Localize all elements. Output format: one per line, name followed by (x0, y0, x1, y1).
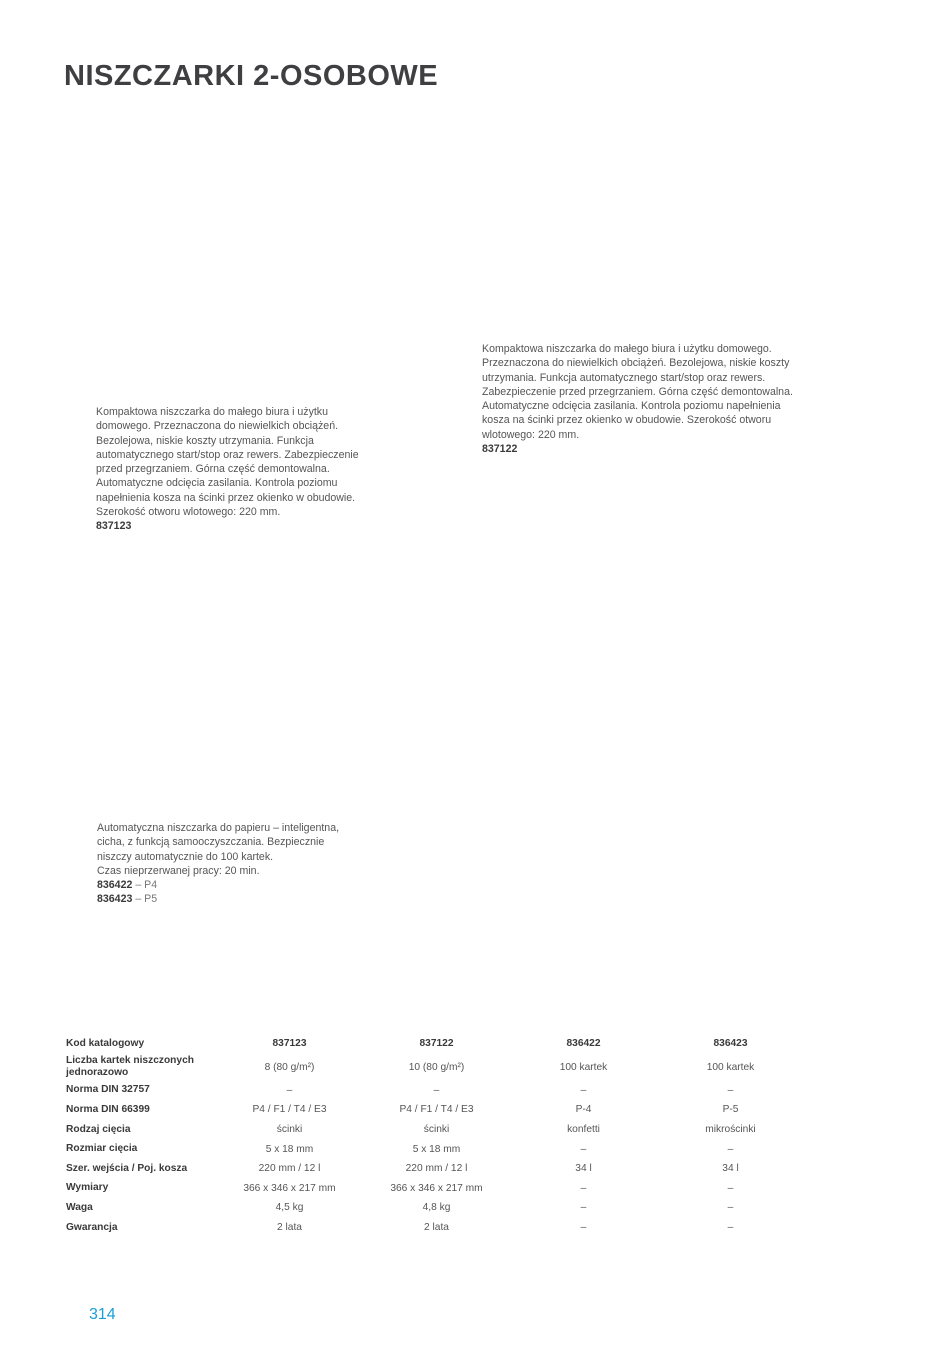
column-header: 836422 (566, 1038, 601, 1050)
variant-line (97, 878, 367, 892)
table-row (66, 1120, 804, 1140)
row-label: Szer. wejścia / Poj. kosza (66, 1162, 188, 1174)
table-cell: 2 lata (424, 1222, 449, 1234)
description-line: Automatyczna niszczarka do papieru – inteligentna, (97, 822, 340, 834)
table-cell: ścinki (276, 1124, 303, 1136)
row-label: Wymiary (66, 1182, 109, 1194)
table-cell: 34 l (575, 1163, 592, 1175)
table-cell: 8 (80 g/m²) (264, 1061, 315, 1073)
row-label: Kod katalogowy (66, 1037, 145, 1049)
row-label: Norma DIN 32757 (66, 1084, 150, 1096)
table-row (66, 1054, 804, 1081)
product-code: 836422 (97, 879, 133, 892)
table-row (66, 1139, 804, 1159)
table-cell: – (727, 1202, 734, 1214)
table-cell: – (286, 1084, 293, 1096)
product-code: 837123 (96, 520, 132, 533)
table-cell: 366 x 346 x 217 mm (243, 1182, 336, 1194)
table-cell: P-5 (722, 1104, 739, 1116)
table-cell: 4,8 kg (422, 1202, 451, 1214)
specification-table (66, 1034, 804, 1237)
description-line: Czas nieprzerwanej pracy: 20 min. (97, 864, 260, 877)
table-cell: – (727, 1084, 734, 1096)
product-description-836422-836423 (97, 821, 367, 907)
page-number: 314 (89, 1306, 116, 1323)
column-header: 836423 (713, 1038, 748, 1050)
row-label: Liczba kartek niszczonych jednorazowo (66, 1055, 194, 1079)
table-cell: P4 / F1 / T4 / E3 (399, 1104, 474, 1116)
table-cell: 100 kartek (559, 1061, 608, 1073)
table-cell: – (580, 1084, 587, 1096)
table-cell: 220 mm / 12 l (258, 1163, 321, 1175)
table-header-row (66, 1034, 804, 1054)
table-cell: – (580, 1222, 587, 1234)
table-cell: P4 / F1 / T4 / E3 (252, 1104, 327, 1116)
product-code: 837122 (482, 443, 518, 456)
row-label: Rozmiar cięcia (66, 1143, 138, 1155)
table-cell: P-4 (575, 1104, 592, 1116)
table-row (66, 1159, 804, 1179)
description-line: cicha, z funkcją samooczyszczania. Bezpiecznie (97, 836, 325, 849)
table-cell: – (727, 1143, 734, 1155)
table-cell: 366 x 346 x 217 mm (390, 1182, 483, 1194)
row-label: Gwarancja (66, 1221, 118, 1233)
table-cell: – (433, 1084, 440, 1096)
product-code: 836423 (97, 893, 133, 906)
table-row (66, 1081, 804, 1101)
table-cell: 220 mm / 12 l (405, 1163, 468, 1175)
table-cell: 34 l (722, 1163, 739, 1175)
column-header: 837123 (272, 1038, 307, 1050)
product-description-837122 (482, 342, 802, 456)
table-cell: – (580, 1182, 587, 1194)
row-label: Norma DIN 66399 (66, 1103, 150, 1115)
table-cell: 5 x 18 mm (412, 1143, 461, 1155)
description-text: Kompaktowa niszczarka do małego biura i użytku domowego. Przeznaczona do niewielkich obciążeń. Bezolejowa, niskie koszty utrzymania. Funkcja automatycznego start/stop oraz rewers. Zabezpieczenie przed przegrzaniem. Górna część demontowalna. Automatyczne odcięcia zasilania. Kontrola poziomu napełnienia kosza na ścinki przez okienko w obudowie. Szerokość otworu wlotowego: 220 mm. (482, 343, 793, 441)
table-cell: konfetti (567, 1124, 600, 1136)
variant-suffix: – P5 (135, 893, 158, 906)
description-line: niszczy automatycznie do 100 kartek. (97, 850, 274, 863)
table-cell: mikrościnki (705, 1124, 756, 1136)
table-cell: – (580, 1202, 587, 1214)
table-row (66, 1198, 804, 1218)
variant-suffix: – P4 (135, 879, 158, 892)
table-row (66, 1218, 804, 1238)
table-cell: – (727, 1222, 734, 1234)
row-label: Rodzaj cięcia (66, 1123, 131, 1135)
table-cell: ścinki (423, 1124, 450, 1136)
product-description-837123 (96, 405, 376, 534)
variant-line (97, 892, 367, 906)
table-cell: 2 lata (277, 1222, 302, 1234)
row-label: Waga (66, 1201, 93, 1213)
table-row (66, 1179, 804, 1199)
page-title: NISZCZARKI 2-OSOBOWE (64, 60, 439, 92)
description-text: Kompaktowa niszczarka do małego biura i użytku domowego. Przeznaczona do niewielkich obciążeń. Bezolejowa, niskie koszty utrzymania. Funkcja automatycznego start/stop oraz rewers. Zabezpieczenie przed przegrzaniem. Górna część demontowalna. Automatyczne odcięcia zasilania. Kontrola poziomu napełnienia kosza na ścinki przez okienko w obudowie. Szerokość otworu wlotowego: 220 mm. (96, 406, 359, 519)
column-header: 837122 (419, 1038, 454, 1050)
table-cell: – (727, 1182, 734, 1194)
table-cell: 10 (80 g/m²) (408, 1061, 465, 1073)
table-cell: 5 x 18 mm (265, 1143, 314, 1155)
table-row (66, 1100, 804, 1120)
table-cell: 4,5 kg (275, 1202, 304, 1214)
table-cell: – (580, 1143, 587, 1155)
table-cell: 100 kartek (706, 1061, 755, 1073)
